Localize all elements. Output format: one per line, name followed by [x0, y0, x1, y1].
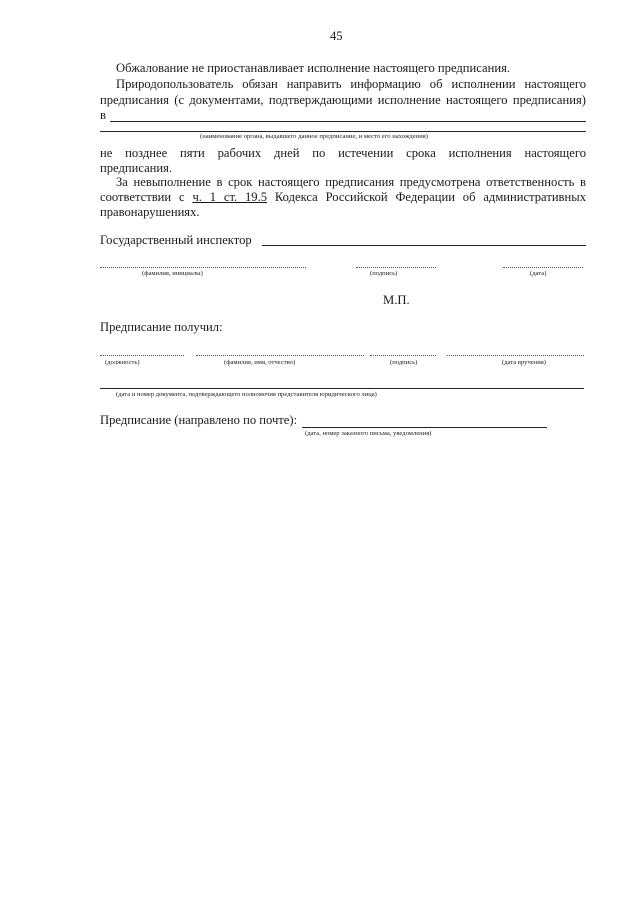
- inspector-blank-line[interactable]: [262, 245, 586, 246]
- liability-line2: [100, 190, 586, 204]
- mail-info-caption: (дата, номер заказного письма, уведомления): [305, 430, 432, 437]
- legal-article-link[interactable]: ч. 1 ст. 19.5: [192, 190, 268, 204]
- authority-doc-line[interactable]: [100, 388, 584, 389]
- liability-line2-suffix: Кодекса Российской Федерации об административных: [274, 190, 587, 204]
- inspector-label: Государственный инспектор: [100, 233, 252, 247]
- inspector-name-caption: (фамилия, инициалы): [142, 270, 203, 277]
- recipient-position-line[interactable]: [100, 355, 184, 356]
- mail-info-line[interactable]: [302, 427, 547, 428]
- delivery-date-line[interactable]: [447, 355, 584, 356]
- inform-paragraph-line1: Природопользователь обязан направить информацию об исполнении настоящего: [116, 77, 586, 91]
- authority-doc-caption: (дата и номер документа, подтверждающего полномочия представителя юридического лица): [116, 391, 377, 398]
- mailed-label: Предписание (направлено по почте):: [100, 413, 298, 427]
- recipient-signature-line[interactable]: [370, 355, 436, 356]
- inspector-date-line[interactable]: [503, 267, 583, 268]
- recipient-position-caption: (должность): [105, 359, 140, 366]
- recipient-signature-caption: (подпись): [390, 359, 418, 366]
- deadline-line2: предписания.: [100, 161, 173, 175]
- liability-line1: За невыполнение в срок настоящего предписания предусмотрена ответственность в: [116, 175, 586, 189]
- inform-paragraph-line2: предписания (с документами, подтверждающими исполнение настоящего предписания): [100, 93, 586, 107]
- deadline-line1: не позднее пяти рабочих дней по истечении срока исполнения настоящего: [100, 146, 586, 160]
- page-number: 45: [330, 29, 343, 43]
- delivery-date-caption: (дата вручения): [502, 359, 546, 366]
- inspector-signature-caption: (подпись): [370, 270, 398, 277]
- recipient-fullname-line[interactable]: [196, 355, 364, 356]
- liability-line2-prefix: соответствии с: [100, 190, 185, 204]
- inspector-date-caption: (дата): [530, 270, 547, 277]
- stamp-label: М.П.: [383, 293, 410, 307]
- organ-blank-line-2[interactable]: [100, 131, 586, 132]
- appeal-paragraph: Обжалование не приостанавливает исполнение настоящего предписания.: [116, 61, 511, 75]
- inform-paragraph-prefix: в: [100, 108, 106, 122]
- received-label: Предписание получил:: [100, 320, 223, 334]
- organ-blank-line-1[interactable]: [110, 121, 586, 122]
- liability-line3: правонарушениях.: [100, 205, 200, 219]
- inspector-signature-line[interactable]: [356, 267, 436, 268]
- organ-caption: (наименование органа, выдавшего данное предписание, и место его нахождения): [200, 133, 428, 140]
- recipient-fullname-caption: (фамилия, имя, отчество): [224, 359, 296, 366]
- inspector-name-line[interactable]: [100, 267, 306, 268]
